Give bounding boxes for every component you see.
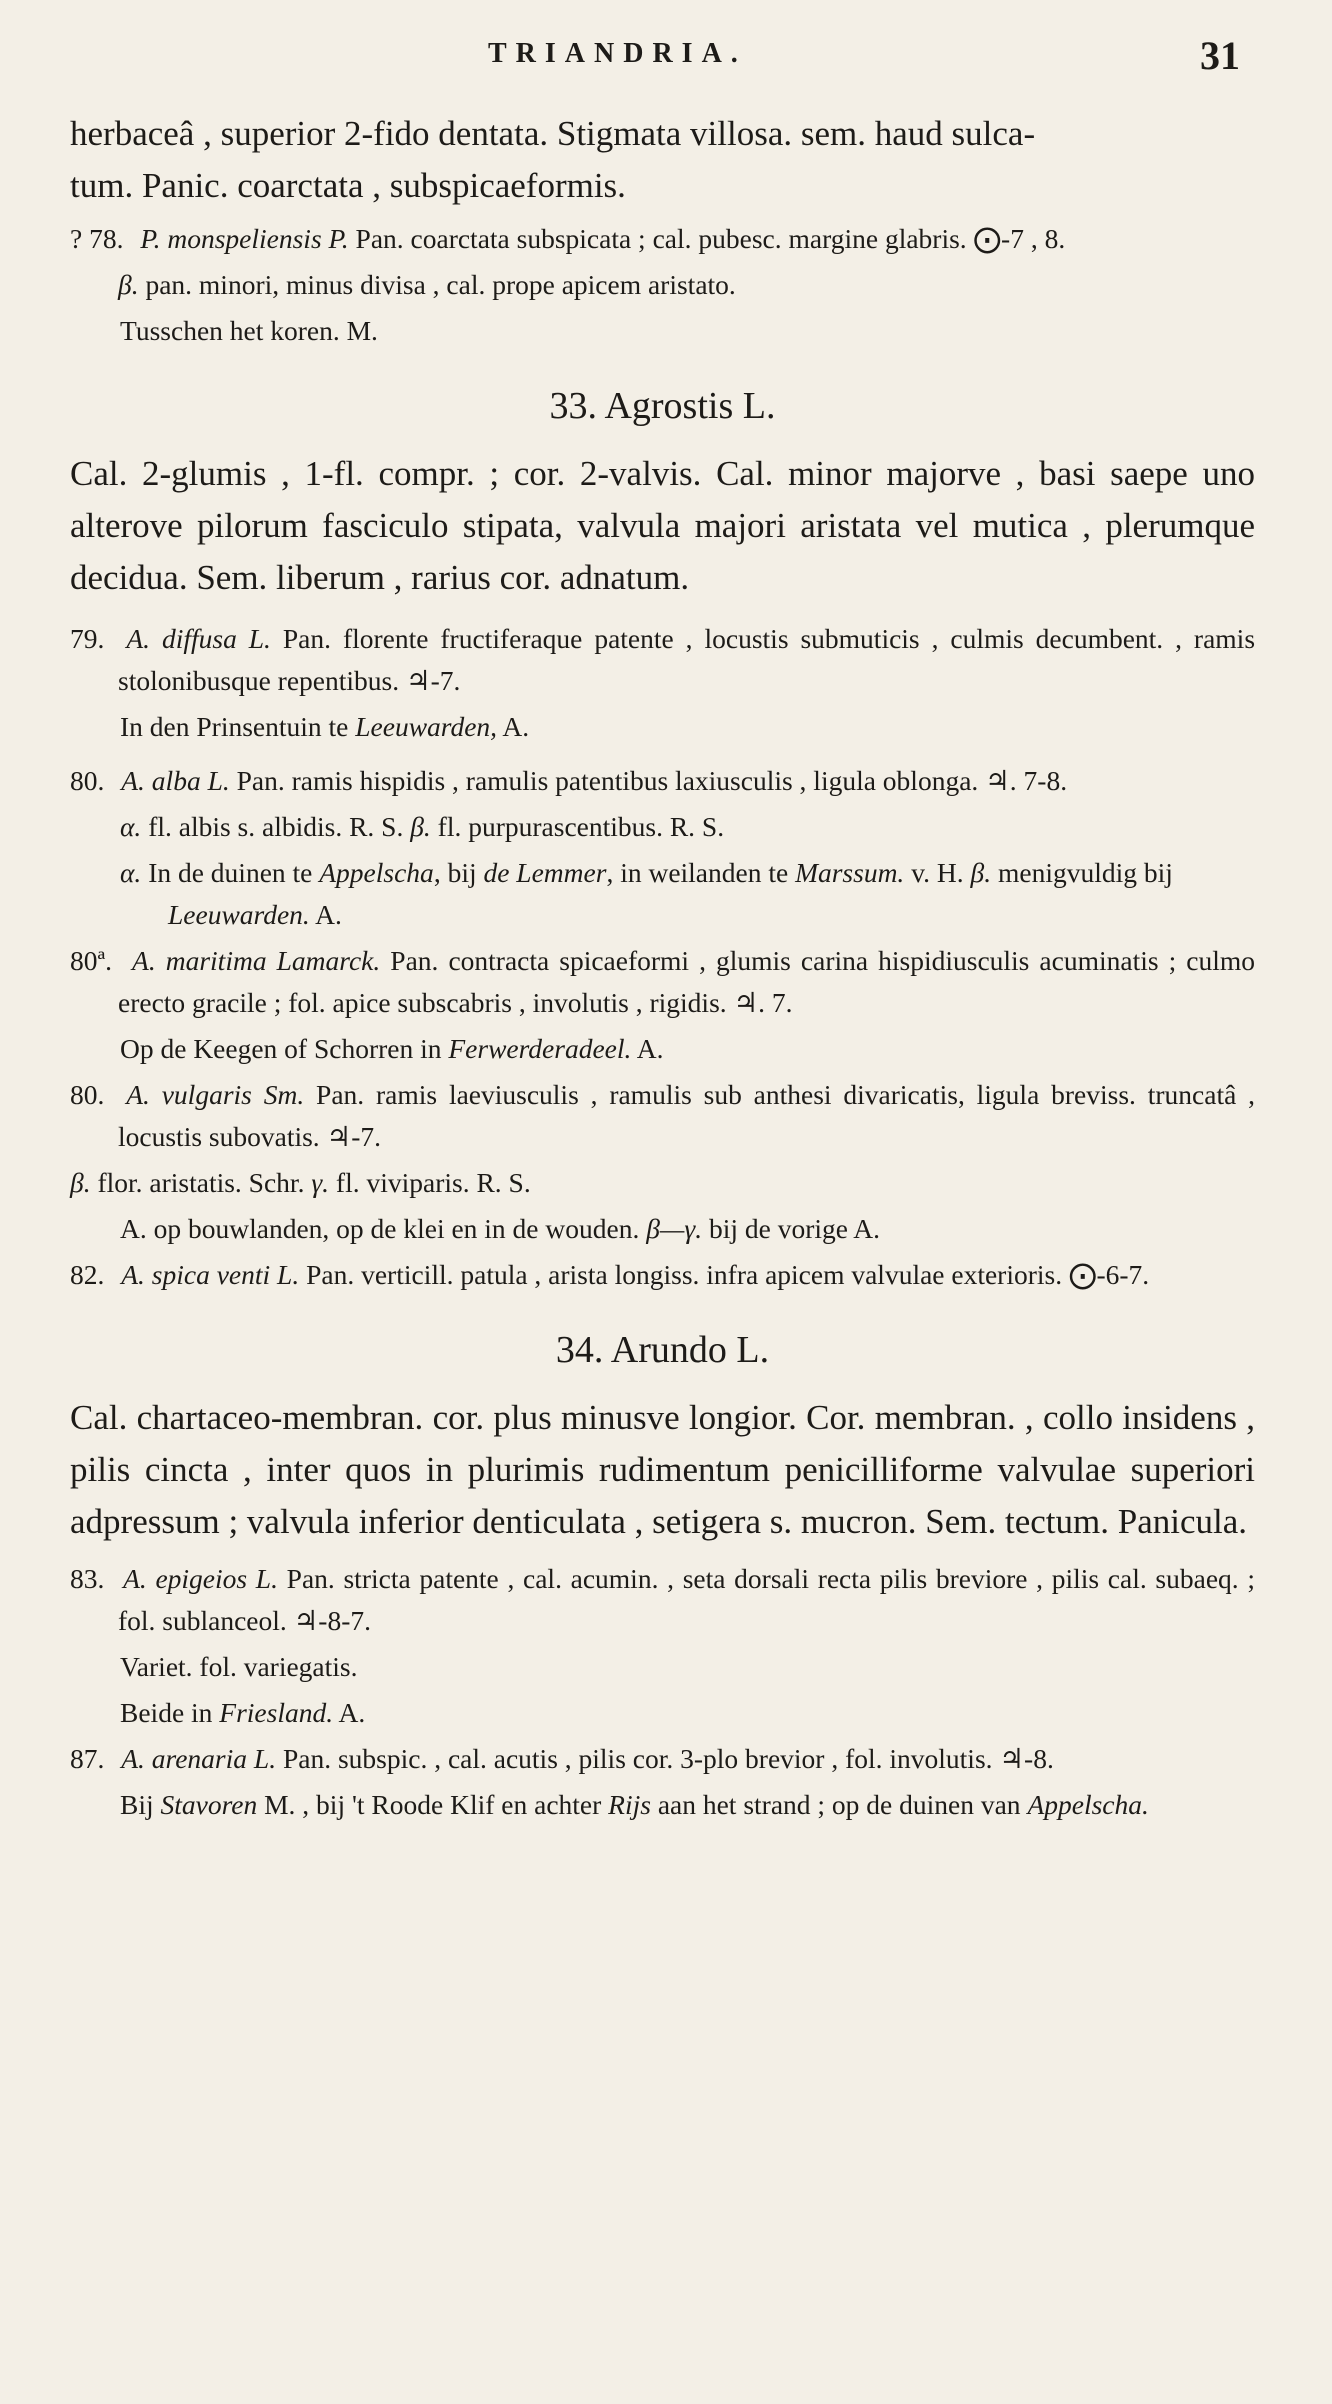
locality-text: , bij xyxy=(433,857,477,888)
variety-text: fl. purpurascentibus. R. S. xyxy=(437,811,725,842)
entry-79-locality xyxy=(120,706,1255,748)
locality-author: bij de vorige A. xyxy=(708,1213,881,1244)
species-name: A. epigeios L. xyxy=(123,1563,278,1594)
locality-text: Bij xyxy=(120,1789,154,1820)
variety-label: β. xyxy=(410,811,431,842)
locality-author: v. H. xyxy=(911,857,964,888)
entry-80a-locality xyxy=(120,1028,1255,1070)
locality-place: Rijs xyxy=(608,1789,651,1820)
entry-87 xyxy=(70,1738,1255,1780)
entry-78-variety xyxy=(118,264,1255,306)
species-name: A. diffusa L. xyxy=(126,623,271,654)
variety-text: flor. aristatis. Schr. xyxy=(97,1167,305,1198)
section-description-arundo: Cal. chartaceo-membran. cor. plus minusve longior. Cor. membran. , collo insidens , pilis cincta , inter quos in plurimis rudimentum penicilliforme valvulae superiori adpressum ; valvula inferior denticulata , setigera s. mucron. Sem. tectum. Panicula. xyxy=(70,1398,1255,1541)
locality-place: Ferwerderadeel. xyxy=(448,1033,632,1064)
species-name: P. monspeliensis P. xyxy=(140,223,349,254)
entry-number: 83. xyxy=(70,1563,105,1594)
entry-83-variety: Variet. fol. variegatis. xyxy=(120,1651,358,1682)
entry-number: 80. xyxy=(70,765,105,796)
species-name: A. alba L. xyxy=(121,765,230,796)
species-name: A. arenaria L. xyxy=(121,1743,277,1774)
variety-label: α. xyxy=(120,811,142,842)
entry-number: 80. xyxy=(70,1079,105,1110)
entry-78-locality: Tusschen het koren. M. xyxy=(120,315,378,346)
section-heading-agrostis: 33. Agrostis L. xyxy=(549,385,776,427)
locality-place: Stavoren xyxy=(160,1789,258,1820)
species-name: A. spica venti L. xyxy=(121,1259,300,1290)
entry-83-locality xyxy=(120,1692,1255,1734)
variety-text: fl. viviparis. R. S. xyxy=(335,1167,531,1198)
entry-description: Pan. verticill. patula , arista longiss. infra apicem valvulae exterioris. ⨀-6-7. xyxy=(306,1259,1150,1290)
page-number: 31 xyxy=(1200,33,1240,78)
locality-author: A. xyxy=(315,899,342,930)
entry-description: Pan. ramis laeviusculis , ramulis sub anthesi divaricatis, ligula breviss. truncatâ , locustis subovatis. ♃-7. xyxy=(118,1079,1256,1152)
locality-place: Leeuwarden, xyxy=(355,711,498,742)
variety-label: β. xyxy=(970,857,992,888)
variety-text: pan. minori, minus divisa , cal. prope apicem aristato. xyxy=(145,269,736,300)
entry-82 xyxy=(70,1254,1255,1296)
entry-80b xyxy=(70,1074,1255,1158)
entry-number: 87. xyxy=(70,1743,105,1774)
running-header xyxy=(0,33,1332,86)
entry-description: Pan. contracta spicaeformi , glumis carina hispidiusculis acuminatis ; culmo erecto gracile ; fol. apice subscabris , involutis , rigidis. ♃. 7. xyxy=(118,945,1256,1018)
locality-text: Beide in xyxy=(120,1697,213,1728)
variety-text: fl. albis s. albidis. R. S. xyxy=(148,811,404,842)
variety-label: γ. xyxy=(311,1167,330,1198)
species-name: A. maritima Lamarck. xyxy=(132,945,381,976)
entry-description: Pan. subspic. , cal. acutis , pilis cor. 3-plo brevior , fol. involutis. ♃-8. xyxy=(282,1743,1054,1774)
intro-paragraph xyxy=(70,108,1255,212)
variety-label: β. xyxy=(118,269,139,300)
entry-78 xyxy=(70,218,1255,260)
entry-number: 79. xyxy=(70,623,105,654)
entry-80-locality xyxy=(120,852,1255,936)
entry-description: Pan. stricta patente , cal. acumin. , seta dorsali recta pilis breviore , pilis cal. subaeq. ; fol. sublanceol. ♃-8-7. xyxy=(118,1563,1256,1636)
variety-label: β—γ. xyxy=(646,1213,703,1244)
entry-number: 82. xyxy=(70,1259,105,1290)
locality-text: A. op bouwlanden, op de klei en in de wouden. xyxy=(120,1213,640,1244)
entry-80b-locality xyxy=(120,1208,1255,1250)
running-title: TRIANDRIA. xyxy=(488,38,747,69)
locality-place: Marssum. xyxy=(795,857,905,888)
entry-80b-varieties xyxy=(70,1162,1255,1204)
variety-label: β. xyxy=(70,1167,91,1198)
entry-79 xyxy=(70,618,1255,702)
locality-text: M. , bij 't Roode Klif en achter xyxy=(264,1789,602,1820)
page-body xyxy=(70,108,1255,1830)
entry-description: Pan. ramis hispidis , ramulis patentibus laxiusculis , ligula oblonga. ♃. 7-8. xyxy=(236,765,1068,796)
intro-line-2: tum. Panic. coarctata , subspicaeformis. xyxy=(70,166,626,205)
entry-number: ? 78. xyxy=(70,223,124,254)
locality-place: de Lemmer xyxy=(483,857,607,888)
entry-80a xyxy=(70,940,1255,1024)
locality-author: A. xyxy=(502,711,530,742)
locality-text: menigvuldig bij xyxy=(997,857,1173,888)
entry-description: Pan. coarctata subspicata ; cal. pubesc. margine glabris. ⨀-7 , 8. xyxy=(355,223,1066,254)
section-heading-arundo: 34. Arundo L. xyxy=(555,1329,770,1371)
locality-text: Op de Keegen of Schorren in xyxy=(120,1033,442,1064)
entry-80-varieties xyxy=(120,806,1255,848)
locality-author: A. xyxy=(338,1697,366,1728)
species-name: A. vulgaris Sm. xyxy=(126,1079,305,1110)
locality-text: In de duinen te xyxy=(148,857,313,888)
entry-description: Pan. florente fructiferaque patente , locustis submuticis , culmis decumbent. , ramis stolonibusque repentibus. ♃-7. xyxy=(118,623,1256,696)
intro-line-1: herbaceâ , superior 2-fido dentata. Stigmata villosa. sem. haud sulca- xyxy=(70,114,1036,153)
entry-87-locality xyxy=(120,1784,1255,1826)
variety-label: α. xyxy=(120,857,142,888)
entry-83 xyxy=(70,1558,1255,1642)
entry-80 xyxy=(70,760,1255,802)
locality-text: , in weilanden te xyxy=(606,857,789,888)
section-description-agrostis: Cal. 2-glumis , 1-fl. compr. ; cor. 2-valvis. Cal. minor majorve , basi saepe uno alterove pilorum fasciculo stipata, valvula majori aristata vel mutica , plerumque decidua. Sem. liberum , rarius cor. adnatum. xyxy=(70,454,1255,597)
locality-place: Leeuwarden. xyxy=(168,899,310,930)
locality-text: In den Prinsentuin te xyxy=(120,711,349,742)
locality-place: Appelscha. xyxy=(1027,1789,1149,1820)
locality-place: Friesland. xyxy=(219,1697,334,1728)
locality-author: A. xyxy=(636,1033,664,1064)
locality-text: aan het strand ; op de duinen van xyxy=(657,1789,1021,1820)
entry-number: 80ª. xyxy=(70,945,112,976)
locality-place: Appelscha xyxy=(319,857,434,888)
